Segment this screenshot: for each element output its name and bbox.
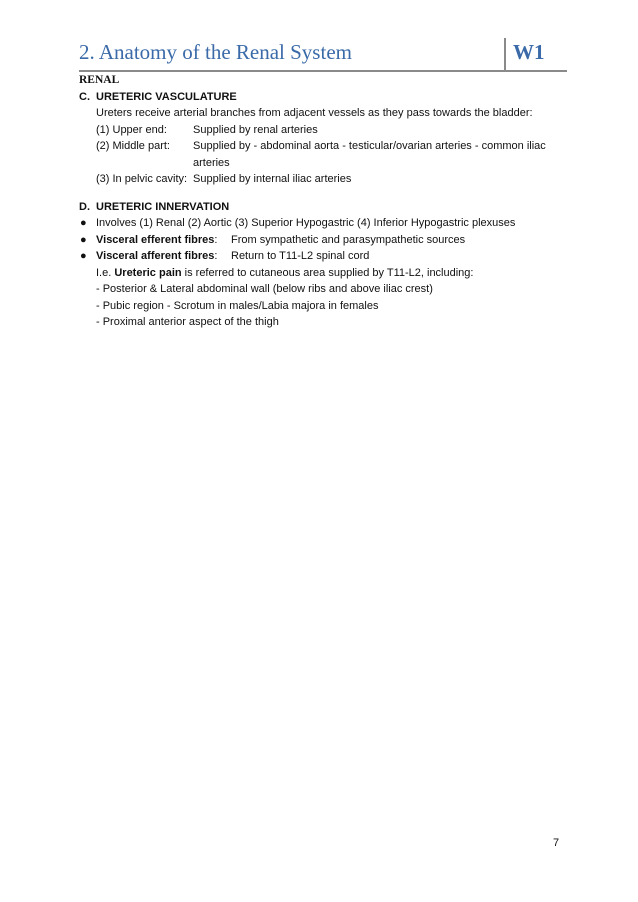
vasculature-row [79, 122, 567, 139]
ureteric-pain-line [79, 265, 567, 282]
bullet-dot-icon: ● [80, 217, 87, 229]
pain-suffix: is referred to cutaneous area supplied by T11-L2, including: [181, 266, 474, 279]
vasculature-intro: Ureters receive arterial branches from adjacent vessels as they pass towards the bladder: [96, 107, 533, 119]
innervation-title: URETERIC INNERVATION [96, 200, 230, 213]
page-header [79, 38, 567, 72]
row-label: (3) In pelvic cavity: [96, 173, 188, 185]
bullet-label-text: Visceral efferent fibres [96, 233, 215, 246]
header-week-label: W1 [513, 40, 545, 64]
bullet-value: Return to T11-L2 spinal cord [231, 250, 370, 262]
vasculature-row [79, 171, 567, 188]
bullet-dot-icon: ● [80, 250, 87, 262]
bullet-label [96, 248, 231, 265]
bullet-label [96, 232, 231, 249]
pain-bold: Ureteric pain [114, 266, 182, 279]
bullet-text: Involves (1) Renal (2) Aortic (3) Superior Hypogastric (4) Inferior Hypogastric plexuses [96, 217, 516, 229]
vasculature-letter: C. [79, 90, 90, 103]
bullet-colon: : [214, 250, 218, 262]
row-value: Supplied by - abdominal aorta - testicular/ovarian arteries - common iliac arteries [193, 140, 546, 169]
header-title: 2. Anatomy of the Renal System [79, 40, 352, 64]
bullet-item [79, 232, 567, 249]
spacer [79, 188, 567, 199]
document-body [79, 72, 567, 331]
bullet-label-text: Visceral afferent fibres [96, 250, 215, 262]
vasculature-title: URETERIC VASCULATURE [96, 90, 237, 103]
page-number: 7 [553, 837, 560, 849]
vasculature-heading [79, 89, 567, 106]
row-value: Supplied by renal arteries [193, 123, 318, 136]
bullet-item [79, 248, 567, 265]
innervation-heading [79, 199, 567, 216]
pain-prefix: I.e. [96, 266, 115, 279]
referred-area: - Pubic region - Scrotum in males/Labia majora in females [96, 299, 379, 312]
section-tag: RENAL [79, 74, 120, 86]
innervation-letter: D. [79, 200, 90, 213]
bullet-dot-icon: ● [80, 233, 87, 246]
vasculature-row [79, 138, 567, 171]
bullet-colon: : [214, 233, 218, 246]
bullet-item [79, 215, 567, 232]
row-label: (1) Upper end: [96, 123, 167, 136]
row-value: Supplied by internal iliac arteries [193, 173, 352, 185]
referred-area: - Posterior & Lateral abdominal wall (below ribs and above iliac crest) [96, 283, 433, 295]
header-divider [504, 38, 506, 70]
bullet-value: From sympathetic and parasympathetic sources [231, 233, 466, 246]
row-label: (2) Middle part: [96, 140, 170, 152]
referred-area: - Proximal anterior aspect of the thigh [96, 316, 279, 328]
